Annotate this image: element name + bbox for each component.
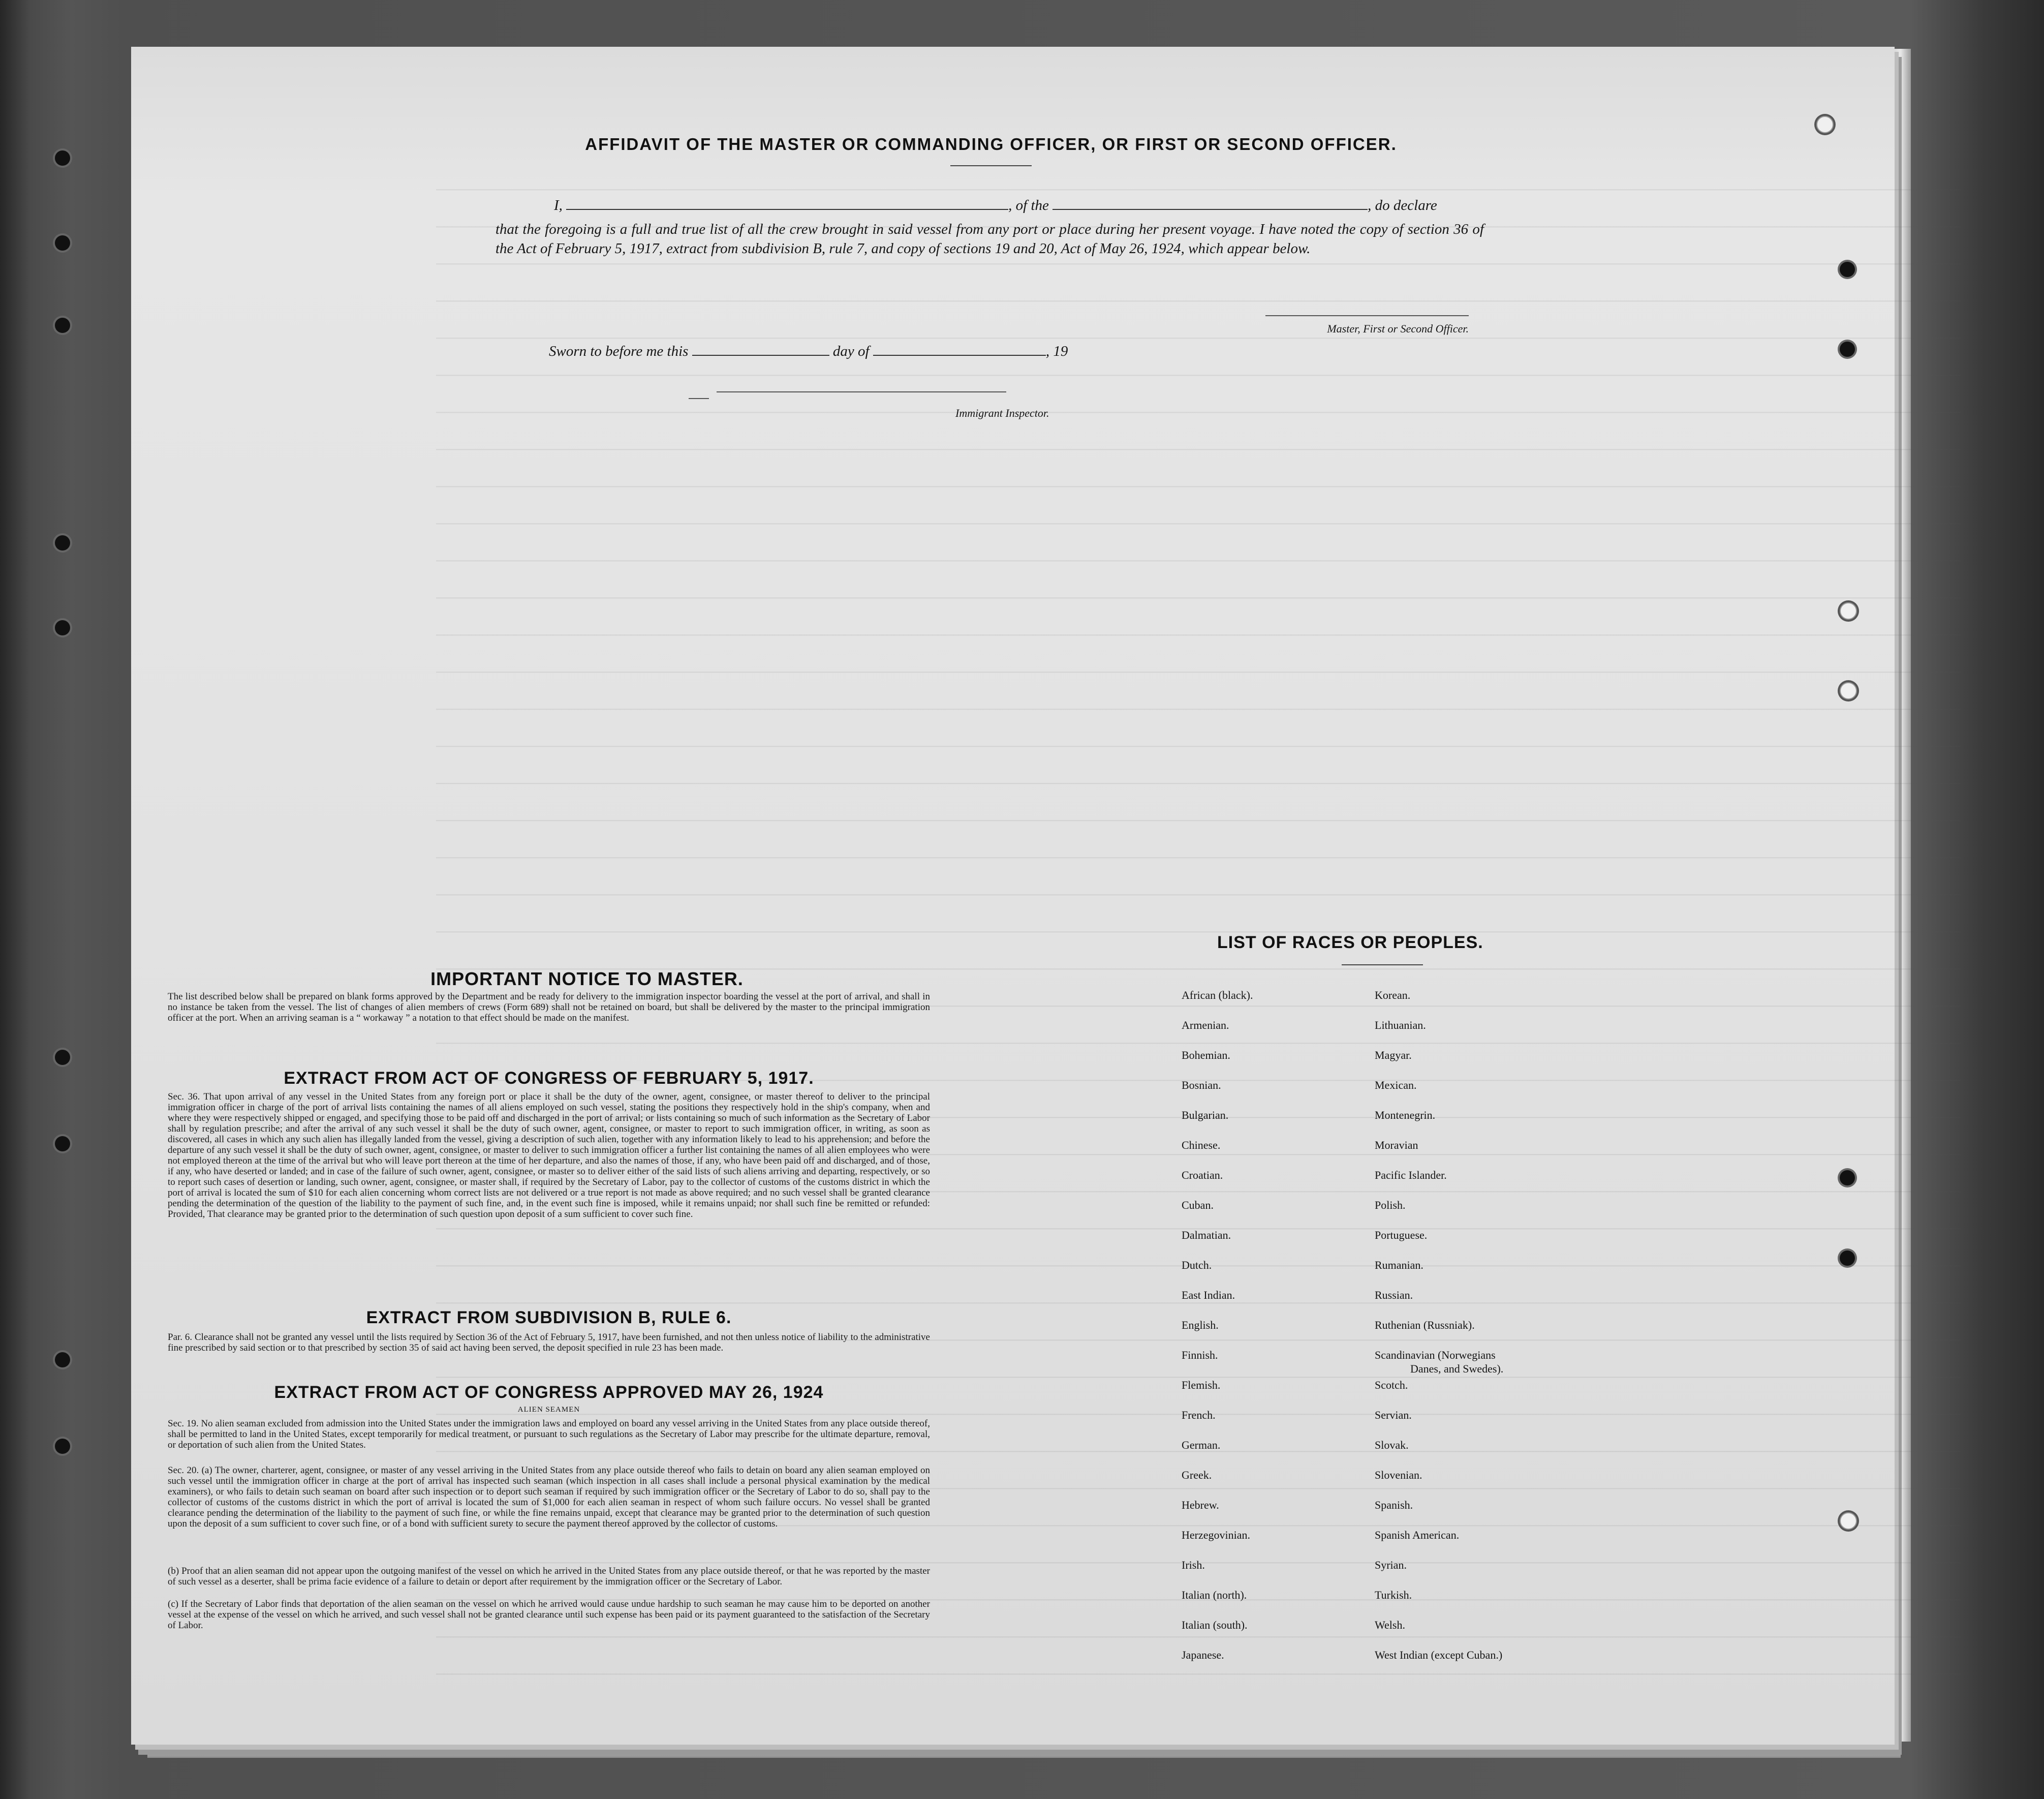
race-item: Spanish American. xyxy=(1375,1529,1460,1541)
race-item: African (black). xyxy=(1182,989,1253,1001)
sworn-line xyxy=(549,343,1311,360)
race-item: Korean. xyxy=(1375,989,1411,1001)
race-item: Pacific Islander. xyxy=(1375,1169,1447,1181)
races-title: LIST OF RACES OR PEOPLES. xyxy=(1217,933,1483,952)
month-blank[interactable] xyxy=(873,355,1046,356)
day-blank[interactable] xyxy=(692,355,829,356)
race-item: Italian (south). xyxy=(1182,1619,1248,1631)
race-item: Croatian. xyxy=(1182,1169,1223,1181)
binder-hole xyxy=(55,235,70,251)
race-item: Bosnian. xyxy=(1182,1079,1221,1091)
extract-1924-title: EXTRACT FROM ACT OF CONGRESS APPROVED MAY 26, 1924 xyxy=(274,1383,824,1402)
race-item: Ruthenian (Russniak). xyxy=(1375,1319,1475,1331)
day-of-label: day of xyxy=(832,343,870,359)
race-item: Greek. xyxy=(1182,1469,1212,1481)
race-item: Montenegrin. xyxy=(1375,1109,1436,1121)
race-item: Chinese. xyxy=(1182,1139,1221,1151)
binder-hole xyxy=(55,1050,70,1065)
race-item: Finnish. xyxy=(1182,1349,1218,1361)
binder-hole xyxy=(55,535,70,551)
year-prefix: , 19 xyxy=(1045,343,1068,359)
extract-1924-subtitle: ALIEN SEAMEN xyxy=(517,1406,580,1414)
extract-rule6-body: Par. 6. Clearance shall not be granted any vessel until the lists required by Section 36 of the Act of February 5, 1917, have been furnished, and not then unless notice of liability to the administrative fine prescribed by said section or to that prescribed by section 35 of said act having been served, the deposit specified in rule 23 has been made. xyxy=(168,1332,930,1353)
inspector-label: Immigrant Inspector. xyxy=(955,407,1049,419)
notice-title: IMPORTANT NOTICE TO MASTER. xyxy=(430,968,744,989)
binder-hole xyxy=(55,1352,70,1367)
race-item xyxy=(1375,1349,1504,1375)
race-item: Italian (north). xyxy=(1182,1589,1247,1601)
race-item: Portuguese. xyxy=(1375,1229,1428,1241)
master-signature-line[interactable] xyxy=(1265,315,1469,316)
race-item: Syrian. xyxy=(1375,1559,1407,1571)
race-item: Dutch. xyxy=(1182,1259,1212,1271)
binder-hole xyxy=(55,620,70,635)
race-item: Cuban. xyxy=(1182,1199,1214,1211)
affidavit-title: AFFIDAVIT OF THE MASTER OR COMMANDING OFFICER, OR FIRST OR SECOND OFFICER. xyxy=(585,135,1397,154)
title-rule xyxy=(950,165,1032,166)
race-item: Mexican. xyxy=(1375,1079,1417,1091)
punch-hole xyxy=(1840,682,1857,699)
extract-1924-sec20c: (c) If the Secretary of Labor finds that deportation of the alien seaman on the vessel on which he arrived would cause undue hardship to such seaman he may cause him to be deported on another vessel at the expense of the vessel on which he arrived, and such vessel shall not be granted clearance until such expense has been paid or its payment guaranteed to the satisfaction of the Secretary of Labor. xyxy=(168,1599,930,1631)
race-item: Dalmatian. xyxy=(1182,1229,1231,1241)
page-stack-bottom xyxy=(147,1745,1901,1758)
sworn-label: Sworn to before me this xyxy=(549,343,689,359)
punch-hole xyxy=(1840,342,1855,357)
race-item: Flemish. xyxy=(1182,1379,1221,1391)
race-item: Servian. xyxy=(1375,1409,1412,1421)
extract-1924-sec19: Sec. 19. No alien seaman excluded from admission into the United States under the immigration laws and employed on board any vessel arriving in the United States from any place outside thereof, shall be permitted to land in the United States, except temporarily for medical treatment, or pursuant to such regulations as the Secretary of Labor may prescribe for the ultimate departure, removal, or deportation of such alien from the United States. xyxy=(168,1418,930,1450)
race-item: Moravian xyxy=(1375,1139,1418,1151)
race-item: Japanese. xyxy=(1182,1649,1224,1661)
race-item: Magyar. xyxy=(1375,1049,1412,1061)
races-rule xyxy=(1342,964,1423,965)
declaration-declare: , do declare xyxy=(1368,197,1437,214)
race-item: German. xyxy=(1182,1439,1221,1451)
name-blank[interactable] xyxy=(566,209,1008,210)
binder-hole xyxy=(55,1136,70,1151)
race-item: French. xyxy=(1182,1409,1216,1421)
race-item: Slovak. xyxy=(1375,1439,1409,1451)
notice-body: The list described below shall be prepared on blank forms approved by the Department and be ready for delivery to the immigration inspector boarding the vessel at the port of arrival, and shall in no instance be taken from the vessel. The list of changes of alien members of crews (Form 689) shall not be retained on board, but shall be delivered by the master to the principal immigration officer at the port. When an arriving seaman is a “ workaway ” a notation to that effect should be made on the manifest. xyxy=(168,991,930,1023)
race-item: Turkish. xyxy=(1375,1589,1412,1601)
race-item-text: Scandinavian (Norwegians xyxy=(1375,1349,1496,1361)
inspector-dash xyxy=(689,398,709,399)
punch-hole xyxy=(1840,1251,1855,1266)
race-item: Herzegovinian. xyxy=(1182,1529,1250,1541)
declaration-line xyxy=(554,197,1484,214)
punch-hole xyxy=(1840,1170,1855,1185)
punch-hole xyxy=(1840,1512,1857,1530)
extract-1917-body: Sec. 36. That upon arrival of any vessel in the United States from any foreign port or place it shall be the duty of the owner, agent, consignee, or master thereof to deliver to the principal immigration officer in charge of the port of arrival lists containing the names of all aliens employed on such vessel, stating the positions they respectively hold in the ship's company, when and where they were respectively shipped or engaged, and specifying those to be paid off and discharged in the port of arrival; or lists containing so much of such information as the Secretary of Labor shall by regulation prescribe; and after the arrival of any such vessel it shall be the duty of such owner, agent, consignee, or master to report to such immigration officer, in writing, as soon as discovered, all cases in which any such alien has illegally landed from the vessel, giving a description of such alien, together with any information likely to lead to his apprehension; and before the departure of any such vessel it shall be the duty of such owner, agent, consignee, or master to deliver to such immigration officer a further list containing the names of all alien employees who were not employed thereon at the time of the arrival but who will leave port thereon at the time of her departure, and also the names of those, if any, who have been paid off and discharged, and of those, if any, who have deserted or landed; and in case of the failure of such owner, agent, consignee, or master so to deliver either of the said lists of such aliens arriving and departing, respectively, or so to report such cases of desertion or landing, such owner, agent, consignee, or master shall, if required by the Secretary of Labor, pay to the collector of customs of the customs district in which the port of arrival is located the sum of $10 for each alien concerning whom correct lists are not delivered or a true report is not made as above required; and no such vessel shall be granted clearance pending the determination of the question of the liability to the payment of such fine, and, in the event such fine is imposed, while it remains unpaid; nor shall such fine be remitted or refunded: Provided, That clearance may be granted prior to the determination of such question upon deposit of a sum sufficient to cover such fine. xyxy=(168,1091,930,1219)
punch-hole xyxy=(1816,116,1834,133)
extract-1924-sec20a: Sec. 20. (a) The owner, charterer, agent, consignee, or master of any vessel arriving in the United States from any place outside thereof who fails to detain on board any alien seaman employed on such vessel until the immigration officer in charge at the port of arrival has inspected such seaman (which inspection in all cases shall include a personal physical examination by the medical examiners), or who fails to detain such seaman on board after such inspection or to deport such seaman if required by such immigration officer or the Secretary of Labor to do so, shall pay to the collector of customs of the customs district in which the port of arrival is located the sum of $1,000 for each alien seaman in respect of whom such failure occurs. No vessel shall be granted clearance pending the determination of the liability to the payment of such fine, or while the fine remains unpaid, except that clearance may be granted prior to the determination of such question upon the deposit of a sum sufficient to cover such fine, or of a bond with sufficient surety to secure the payment thereof approved by the collector of customs. xyxy=(168,1465,930,1529)
race-item: Russian. xyxy=(1375,1289,1413,1301)
race-item: Armenian. xyxy=(1182,1019,1229,1031)
race-item: Rumanian. xyxy=(1375,1259,1423,1271)
binder-hole xyxy=(55,1439,70,1454)
race-item: Scotch. xyxy=(1375,1379,1408,1391)
race-item: Bulgarian. xyxy=(1182,1109,1229,1121)
race-item: East Indian. xyxy=(1182,1289,1235,1301)
race-item: Slovenian. xyxy=(1375,1469,1422,1481)
race-item: English. xyxy=(1182,1319,1219,1331)
race-item: Hebrew. xyxy=(1182,1499,1219,1511)
race-item: Spanish. xyxy=(1375,1499,1413,1511)
affidavit-body: that the foregoing is a full and true list of all the crew brought in said vessel from any port or place during her present voyage. I have noted the copy of section 36 of the Act of February 5, 1917, extract from subdivision B, rule 7, and copy of sections 19 and 20, Act of May 26, 1924, which appear below. xyxy=(495,221,1484,257)
declaration-i: I, xyxy=(554,197,563,214)
extract-rule6-title: EXTRACT FROM SUBDIVISION B, RULE 6. xyxy=(366,1308,732,1327)
punch-hole xyxy=(1840,602,1857,620)
declaration-of-the: , of the xyxy=(1008,197,1049,214)
vessel-blank[interactable] xyxy=(1052,209,1368,210)
extract-1917-title: EXTRACT FROM ACT OF CONGRESS OF FEBRUARY 5, 1917. xyxy=(284,1069,814,1088)
race-item: Polish. xyxy=(1375,1199,1406,1211)
race-item: West Indian (except Cuban.) xyxy=(1375,1649,1503,1661)
race-item: Irish. xyxy=(1182,1559,1205,1571)
races-list xyxy=(1182,989,1588,1680)
punch-hole xyxy=(1840,262,1855,277)
race-item: Welsh. xyxy=(1375,1619,1405,1631)
binder-hole xyxy=(55,150,70,166)
master-label: Master, First or Second Officer. xyxy=(1327,322,1469,335)
race-item-continuation: Danes, and Swedes). xyxy=(1410,1362,1504,1375)
extract-1924-sec20b: (b) Proof that an alien seaman did not appear upon the outgoing manifest of the vessel on which he arrived in the United States from any place outside thereof, or that he was reported by the master of such vessel as a deserter, shall be prima facie evidence of a failure to detain or deport after requirement by the immigration officer or the Secretary of Labor. xyxy=(168,1566,930,1587)
binder-hole xyxy=(55,318,70,333)
race-item: Lithuanian. xyxy=(1375,1019,1426,1031)
race-item: Bohemian. xyxy=(1182,1049,1230,1061)
inspector-signature-line[interactable] xyxy=(717,391,1006,392)
